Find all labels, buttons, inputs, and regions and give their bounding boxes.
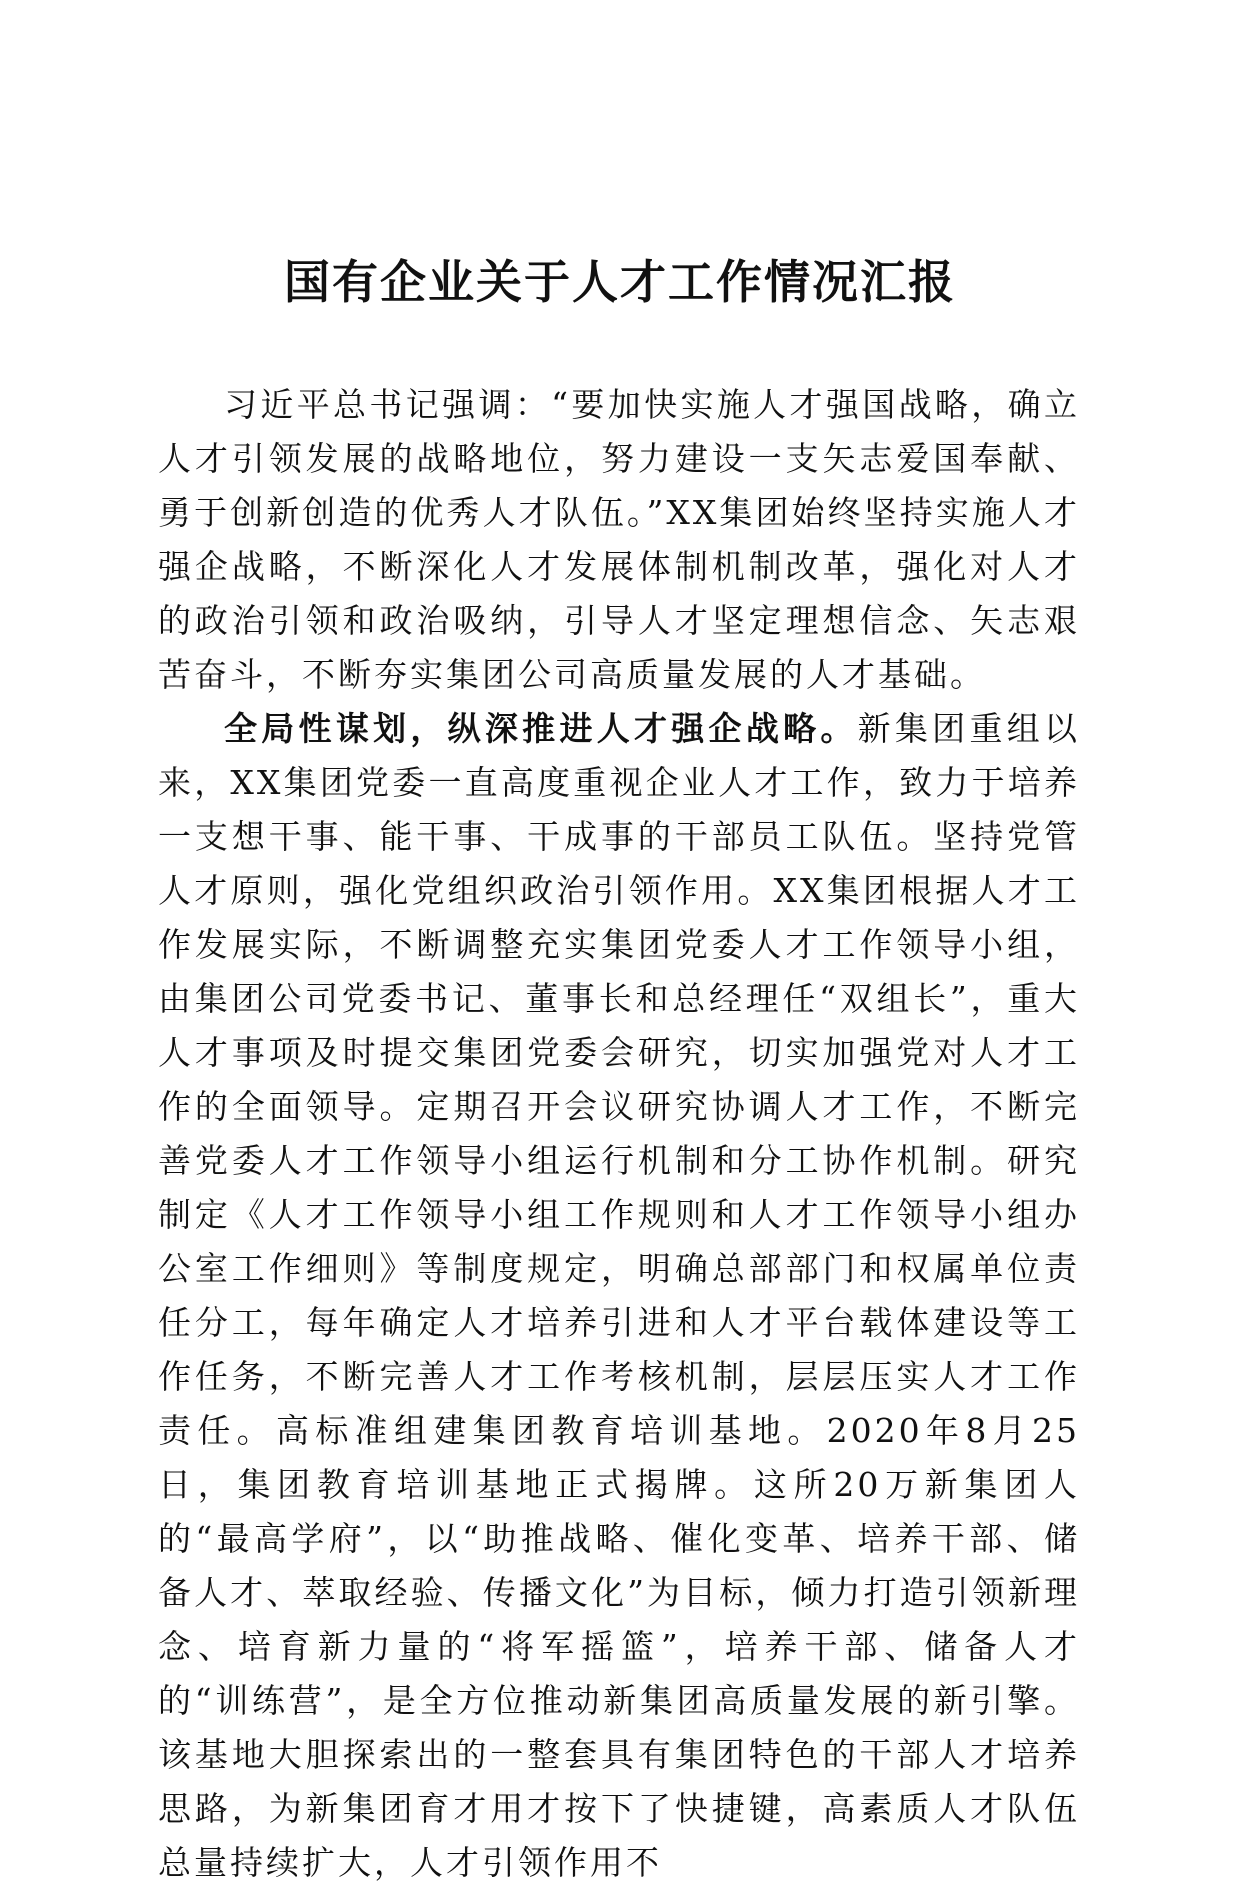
paragraph-lead: 全局性谋划，纵深推进人才强企战略。 [224, 709, 858, 748]
paragraph-strategy [158, 702, 1080, 1890]
paragraph-intro [158, 378, 1080, 702]
paragraph-text: 新集团重组以来，XX集团党委一直高度重视企业人才工作，致力于培养一支想干事、能干事、干成事的干部员工队伍。坚持党管人才原则，强化党组织政治引领作用。XX集团根据人才工作发展实际，不断调整充实集团党委人才工作领导小组，由集团公司党委书记、董事长和总经理任“双组长”，重大人才事项及时提交集团党委会研究，切实加强党对人才工作的全面领导。定期召开会议研究协调人才工作，不断完善党委人才工作领导小组运行机制和分工协作机制。研究制定《人才工作领导小组工作规则和人才工作领导小组办公室工作细则》等制度规定，明确总部部门和权属单位责任分工，每年确定人才培养引进和人才平台载体建设等工作任务，不断完善人才工作考核机制，层层压实人才工作责任。高标准组建集团教育培训基地。2020年8月25日，集团教育培训基地正式揭牌。这所20万新集团人的“最高学府”，以“助推战略、催化变革、培养干部、储备人才、萃取经验、传播文化”为目标，倾力打造引领新理念、培育新力量的“将军摇篮”，培养干部、储备人才的“训练营”，是全方位推动新集团高质量发展的新引擎。该基地大胆探索出的一整套具有集团特色的干部人才培养思路，为新集团育才用才按下了快捷键，高素质人才队伍总量持续扩大，人才引领作用不 [158, 709, 1081, 1882]
paragraph-text: 习近平总书记强调：“要加快实施人才强国战略，确立人才引领发展的战略地位，努力建设一支矢志爱国奉献、勇于创新创造的优秀人才队伍。”XX集团始终坚持实施人才强企战略，不断深化人才发展体制机制改革，强化对人才的政治引领和政治吸纳，引导人才坚定理想信念、矢志艰苦奋斗，不断夯实集团公司高质量发展的人才基础。 [158, 385, 1080, 694]
document-body [158, 378, 1080, 1890]
document-title: 国有企业关于人才工作情况汇报 [284, 255, 956, 309]
